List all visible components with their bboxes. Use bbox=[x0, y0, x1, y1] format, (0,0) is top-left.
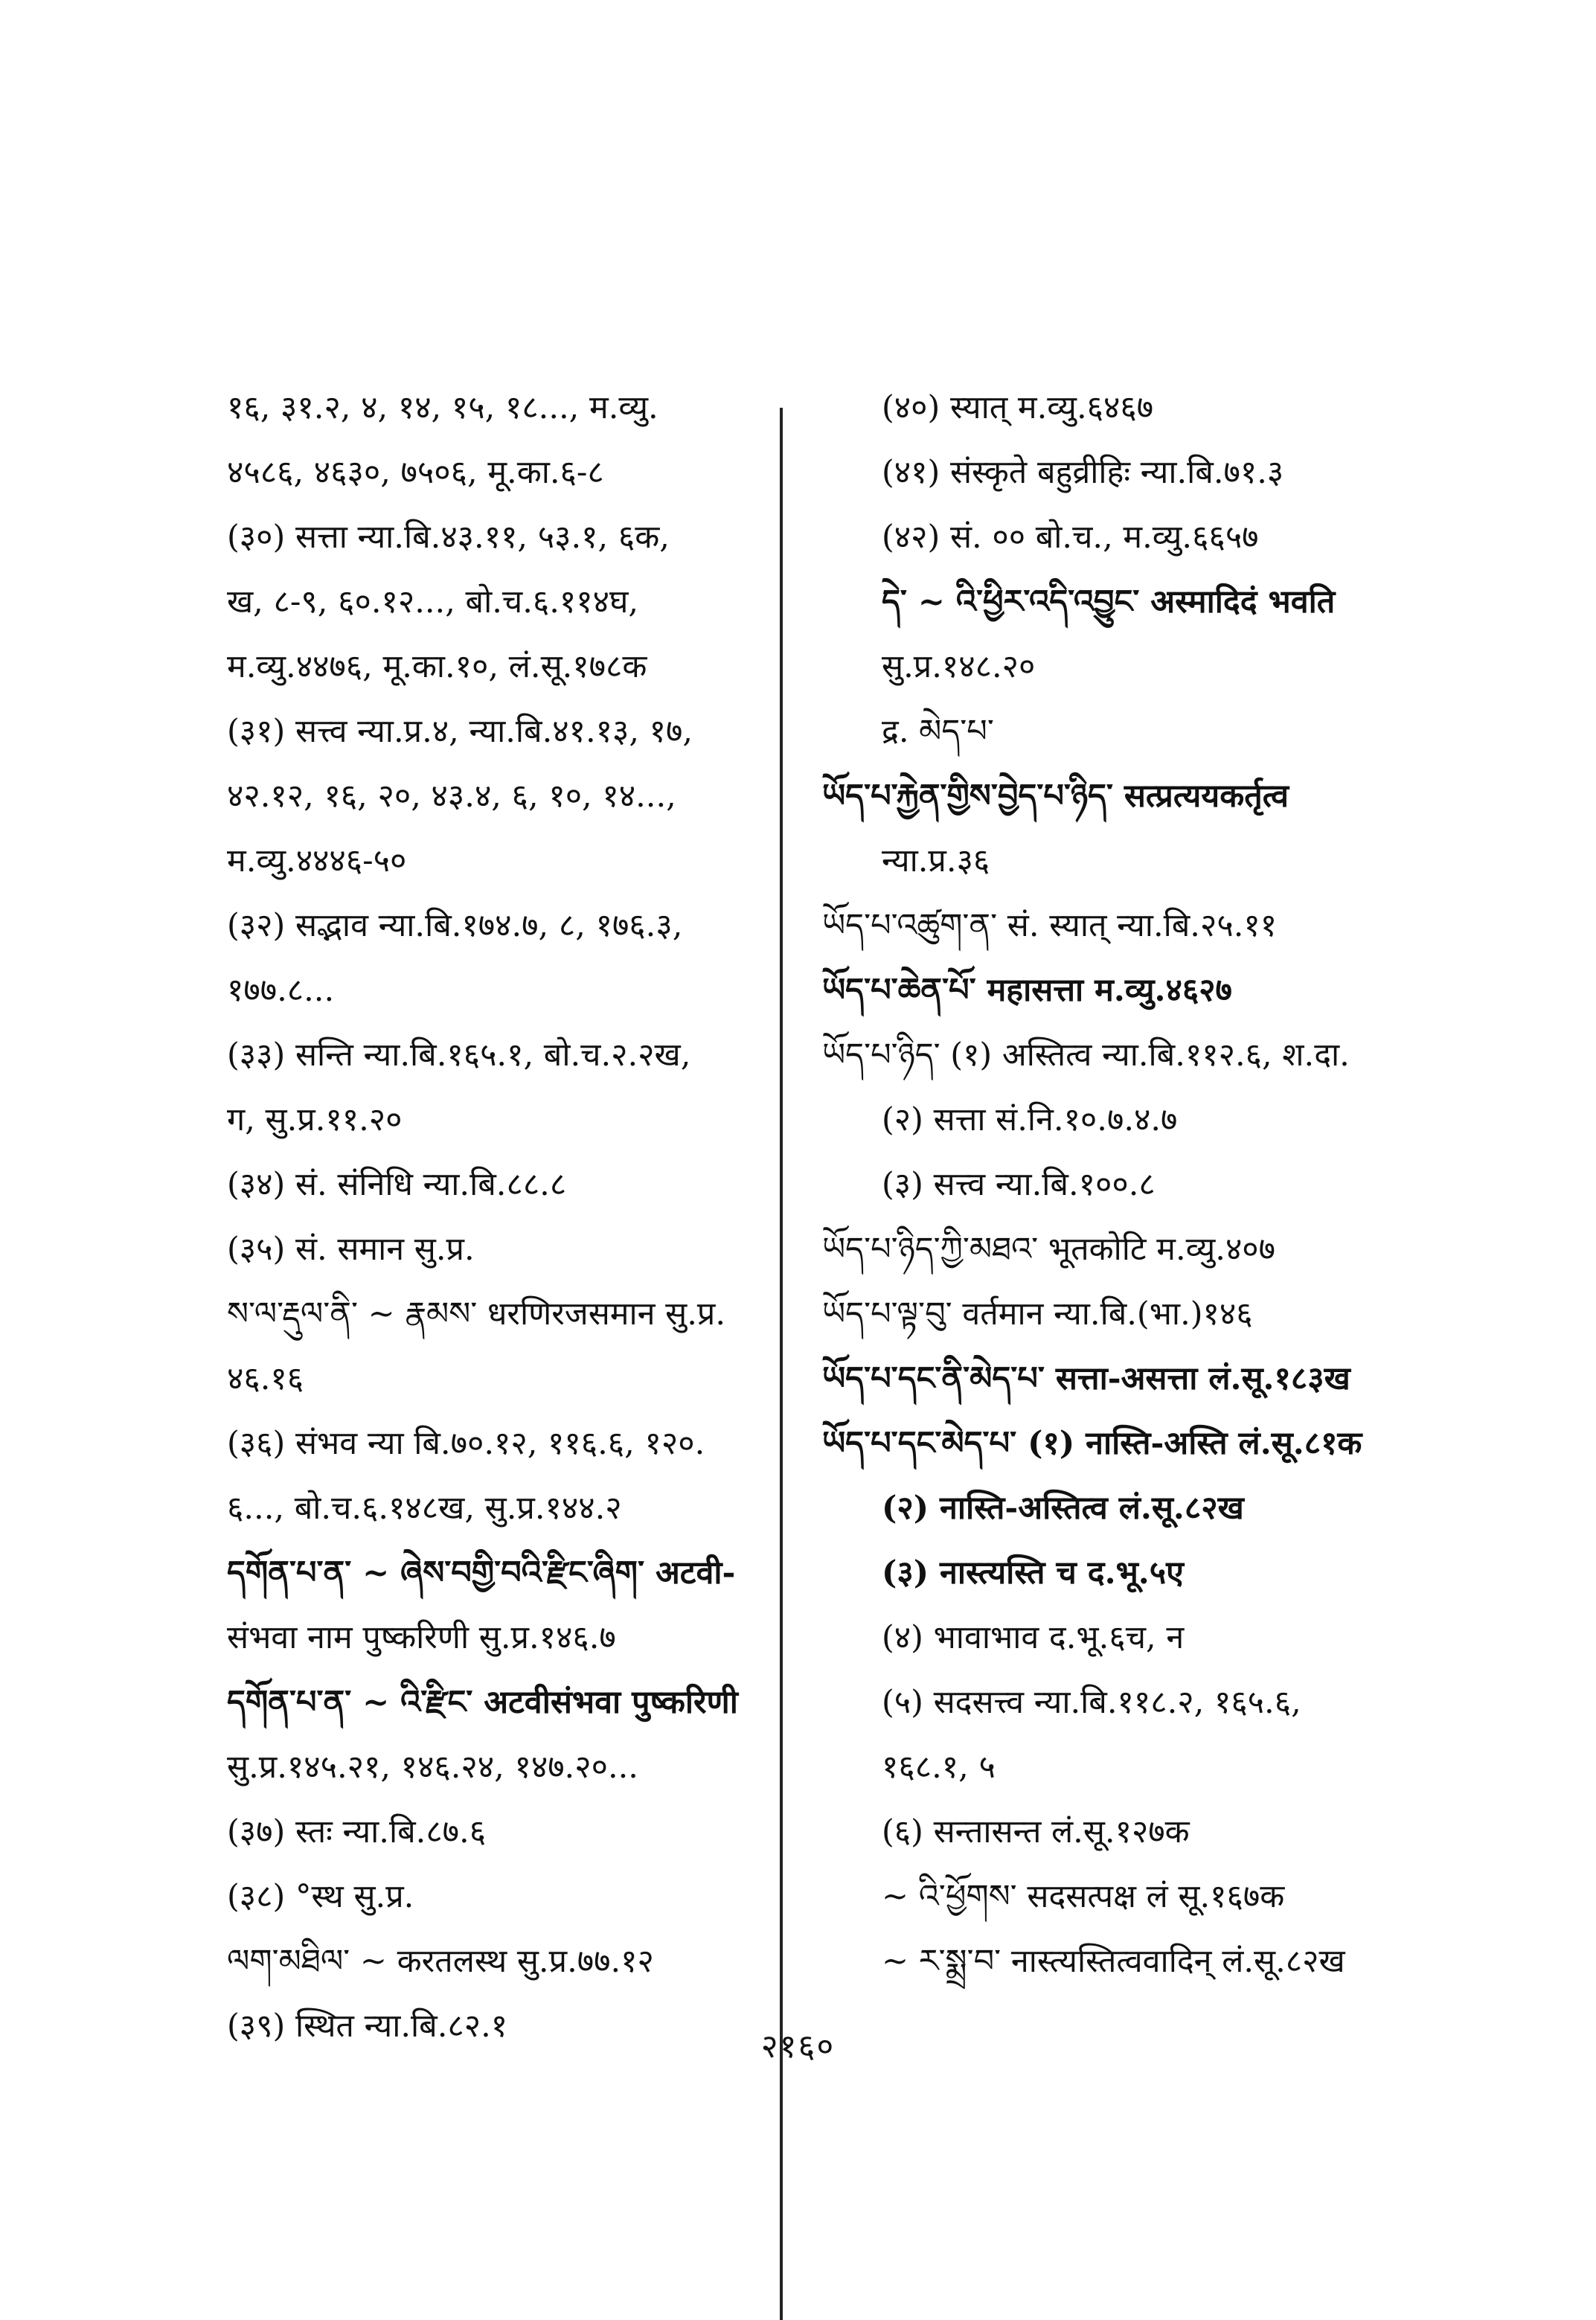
entry-line: (३४) सं. संनिधि न्या.बि.८८.८ bbox=[227, 1166, 567, 1203]
right-column bbox=[822, 376, 1388, 1994]
entry-line: सु.प्र.१४५.२१, १४६.२४, १४७.२०... bbox=[227, 1749, 638, 1786]
entry-line: ख, ८-९, ६०.१२..., बो.च.६.११४घ, bbox=[227, 583, 639, 621]
entry-line: द्र. མེད་པ་ bbox=[882, 713, 994, 750]
entry-line: (३०) सत्ता न्या.बि.४३.११, ५३.१, ६क, bbox=[227, 519, 670, 556]
entry-line: དེ་ ~ འི་ཕྱིར་འདི་འབྱུང་ अस्मादिदं भवति bbox=[882, 583, 1336, 621]
entry-line: ཡོད་པ་ཉིད་ཀྱི་མཐའ་ भूतकोटि म.व्यु.४०७ bbox=[822, 1231, 1276, 1268]
entry-line: संभवा नाम पुष्करिणी सु.प्र.१४६.७ bbox=[227, 1619, 616, 1656]
entry-line: (४०) स्यात् म.व्यु.६४६७ bbox=[882, 389, 1154, 426]
entry-line: ~ ར་སྨྲ་བ་ नास्त्यस्तित्ववादिन् लं.सू.८२ख bbox=[882, 1943, 1345, 1980]
entry-line: सु.प्र.१४८.२० bbox=[882, 648, 1036, 685]
entry-line: ཡོད་པ་རྐྱེན་གྱིས་བྱེད་པ་ཉིད་ सत्प्रत्ययकर्तृत्व bbox=[822, 778, 1289, 815]
entry-line: (२) सत्ता सं.नि.१०.७.४.७ bbox=[882, 1101, 1178, 1138]
entry-line: (३) सत्त्व न्या.बि.१००.८ bbox=[882, 1166, 1156, 1203]
entry-line: ཡོད་པ་ལྟ་བུ་ वर्तमान न्या.बि.(भा.)१४६ bbox=[822, 1295, 1253, 1333]
entry-line: ཡོད་པ་ཆེན་པོ་ महासत्ता म.व्यु.४६२७ bbox=[822, 972, 1232, 1009]
entry-line: ཡོད་པ་ཉིད་ (१) अस्तित्व न्या.बि.११२.६, श.दा. bbox=[822, 1036, 1350, 1074]
entry-line: म.व्यु.४४७६, मू.का.१०, लं.सू.१७८क bbox=[227, 648, 647, 685]
entry-line: (३६) संभव न्या बि.७०.१२, ११६.६, १२०. bbox=[227, 1425, 705, 1462]
entry-line: (२) नास्ति-अस्तित्व लं.सू.८२ख bbox=[882, 1490, 1244, 1527]
entry-line: १६८.१, ५ bbox=[882, 1749, 996, 1786]
entry-line: (५) सदसत्त्व न्या.बि.११८.२, १६५.६, bbox=[882, 1684, 1301, 1721]
entry-line: म.व्यु.४४४६-५० bbox=[227, 842, 407, 879]
entry-line: (४) भावाभाव द.भू.६च, न bbox=[882, 1619, 1185, 1656]
entry-line: १७७.८... bbox=[227, 972, 335, 1009]
entry-line: (३८) °स्थ सु.प्र. bbox=[227, 1878, 414, 1915]
entry-line: (३९) स्थित न्या.बि.८२.१ bbox=[227, 2007, 508, 2045]
entry-line: དགོན་པ་ན་ ~ འི་རྫིང་ अटवीसंभवा पुष्करिणी bbox=[227, 1684, 738, 1721]
entry-line: ग, सु.प्र.११.२० bbox=[227, 1101, 403, 1138]
entry-line: (३१) सत्त्व न्या.प्र.४, न्या.बि.४१.१३, १७, bbox=[227, 713, 693, 750]
entry-line: ལག་མཐིལ་ ~ करतलस्थ सु.प्र.७७.१२ bbox=[227, 1943, 654, 1980]
entry-line: དགོན་པ་ན་ ~ ཞེས་བགྱི་བའི་རྫིང་ཞིག་ अटवी- bbox=[227, 1554, 736, 1592]
entry-line: (३) नास्त्यस्ति च द.भू.५ए bbox=[882, 1554, 1184, 1592]
entry-line: ཡོད་པ་འཚུག་ན་ सं. स्यात् न्या.बि.२५.११ bbox=[822, 907, 1278, 944]
entry-line: (३२) सद्भाव न्या.बि.१७४.७, ८, १७६.३, bbox=[227, 907, 683, 944]
entry-line: ཡོད་པ་དང་མེད་པ་ (१) नास्ति-अस्ति लं.सू.८१क bbox=[822, 1425, 1362, 1462]
entry-line: ཡོད་པ་དང་ནི་མེད་པ་ सत्ता-असत्ता लं.सू.१८३ख bbox=[822, 1360, 1350, 1397]
entry-line: ४५८६, ४६३०, ७५०६, मू.का.६-८ bbox=[227, 454, 604, 491]
entry-line: ~ འི་ཕྱོགས་ सदसत्पक्ष लं सू.१६७क bbox=[882, 1878, 1285, 1915]
entry-line: ས་ལ་རྡུལ་ནི་ ~ རྣམས་ धरणिरजसमान सु.प्र. bbox=[227, 1295, 726, 1333]
left-column bbox=[227, 376, 778, 2059]
page-number: २१६० bbox=[760, 2028, 836, 2066]
entry-line: (४२) सं. ०० बो.च., म.व्यु.६६५७ bbox=[882, 519, 1259, 556]
entry-line: न्या.प्र.३६ bbox=[882, 842, 990, 879]
entry-line: (३३) सन्ति न्या.बि.१६५.१, बो.च.२.२ख, bbox=[227, 1036, 691, 1074]
entry-line: (४१) संस्कृते बहुव्रीहिः न्या.बि.७१.३ bbox=[882, 454, 1284, 491]
entry-line: १६, ३१.२, ४, १४, १५, १८..., म.व्यु. bbox=[227, 389, 658, 426]
entry-line: (६) सन्तासन्त लं.सू.१२७क bbox=[882, 1813, 1190, 1850]
entry-line: (३५) सं. समान सु.प्र. bbox=[227, 1231, 475, 1268]
entry-line: ४६.१६ bbox=[227, 1360, 304, 1397]
entry-line: ४२.१२, १६, २०, ४३.४, ६, १०, १४..., bbox=[227, 778, 676, 815]
entry-line: ६..., बो.च.६.१४८ख, सु.प्र.१४४.२ bbox=[227, 1490, 622, 1527]
entry-line: (३७) स्तः न्या.बि.८७.६ bbox=[227, 1813, 487, 1850]
